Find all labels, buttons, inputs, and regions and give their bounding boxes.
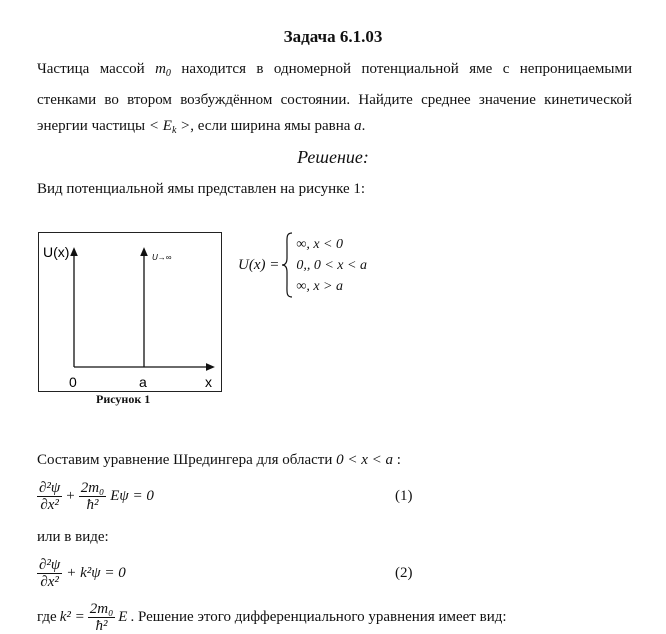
region-colon: : — [393, 452, 401, 468]
where-suffix: . Решение этого дифференциального уравнения имеет вид: — [130, 609, 507, 625]
ek-subscript: k — [171, 125, 177, 136]
potential-well-plot — [39, 233, 221, 391]
case-left: ∞, x < 0 — [296, 236, 344, 252]
derivative-numerator: ∂²ψ — [39, 480, 61, 496]
derivative-denominator-2: ∂x² — [40, 574, 59, 590]
schrodinger-intro — [37, 447, 632, 473]
schrodinger-intro-text: Составим уравнение Шредингера для области — [37, 452, 337, 468]
region-expression: 0 < x < a — [336, 452, 394, 468]
equation-2-rest: + k²ψ = 0 — [66, 565, 126, 581]
ek-close: > — [176, 118, 191, 134]
problem-text-4: . — [361, 118, 366, 134]
equation-2 — [37, 557, 126, 590]
problem-statement — [37, 56, 632, 144]
or-form-text: или в виде: — [37, 529, 109, 545]
width-symbol: a — [354, 118, 362, 134]
problem-text-1: Частица массой — [37, 61, 156, 77]
x-axis-label: x — [205, 374, 212, 390]
equation-1-number: (1) — [395, 488, 413, 504]
potential-well-figure — [38, 232, 222, 392]
equation-2-number: (2) — [395, 565, 413, 581]
potential-definition — [238, 232, 367, 298]
page-title: Задача 6.1.03 — [283, 27, 383, 46]
a-label: a — [139, 374, 147, 390]
cases-list — [296, 234, 367, 297]
energy-symbol: E — [118, 609, 128, 625]
solution-heading: Решение: — [297, 147, 369, 167]
k-squared-lhs: k² = — [59, 609, 85, 625]
ek-letter: < E — [148, 118, 172, 134]
kinetic-energy-symbol — [149, 118, 190, 134]
k-denominator: ħ² — [95, 618, 108, 634]
mass-subscript: 0 — [165, 68, 171, 79]
left-brace — [281, 232, 293, 298]
problem-text-2: находится в одномерной потенциальной яме с непроницаемыми стенками во втором возбуждённом состоянии. Найдите среднее значение кинетической энергии частицы — [37, 61, 632, 134]
mass-letter: m — [155, 61, 166, 77]
derivative-denominator: ∂x² — [40, 497, 59, 513]
where-prefix: где — [37, 609, 57, 625]
origin-label: 0 — [69, 374, 77, 390]
equation-1-rest: Eψ = 0 — [110, 488, 154, 504]
plus-sign: + — [66, 488, 75, 504]
k-numerator: 2m₀ — [89, 601, 114, 617]
figure-intro: Вид потенциальной ямы представлен на рисунке 1: — [37, 181, 366, 197]
second-derivative-fraction-2 — [37, 557, 62, 590]
coefficient-denominator: ħ² — [86, 497, 99, 513]
wall-label: U→∞ — [152, 253, 172, 262]
coefficient-numerator: 2m₀ — [80, 480, 105, 496]
case-inside: 0,, 0 < x < a — [296, 257, 367, 273]
mass-symbol — [155, 61, 171, 77]
figure-caption: Рисунок 1 — [96, 392, 151, 406]
equation-1 — [37, 480, 154, 513]
k-definition — [37, 601, 507, 634]
k-fraction — [88, 601, 116, 634]
potential-lhs: U(x) = — [238, 256, 280, 273]
case-right: ∞, x > a — [296, 278, 344, 294]
coefficient-fraction — [79, 480, 107, 513]
second-derivative-fraction — [37, 480, 62, 513]
derivative-numerator-2: ∂²ψ — [39, 557, 61, 573]
y-axis-label: U(x) — [43, 244, 70, 260]
problem-text-3: , если ширина ямы равна — [190, 118, 355, 134]
